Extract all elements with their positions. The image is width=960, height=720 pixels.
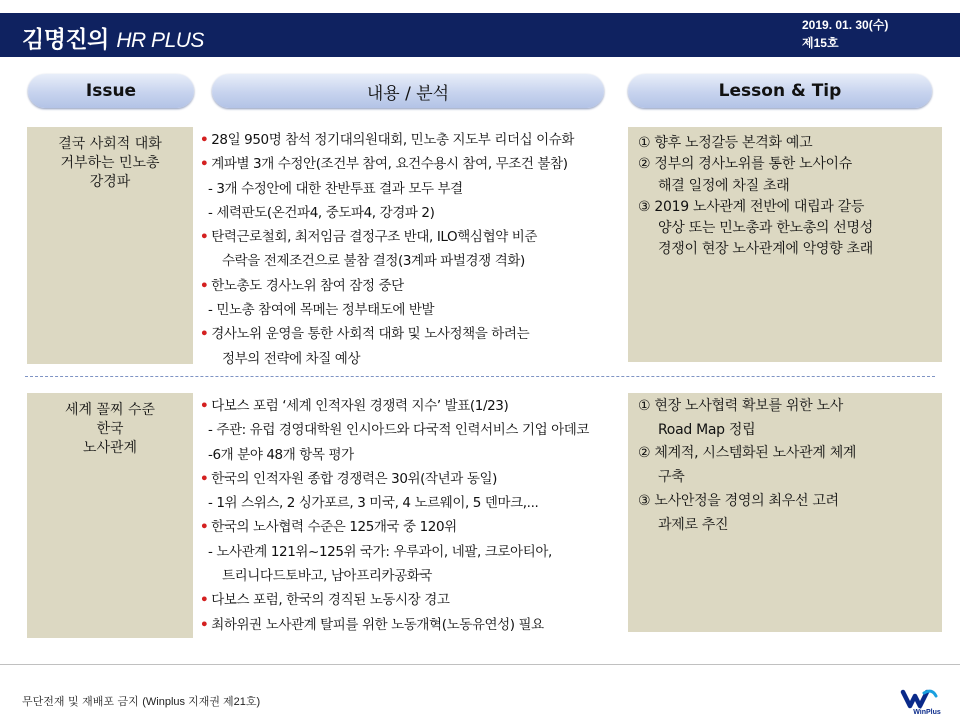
content-line [200,152,628,176]
issue-line: 결국 사회적 대화 [58,136,162,152]
lesson-line: ③ 노사안정을 경영의 최우선 고려 [638,492,839,509]
content-text: 정부의 전략에 차질 예상 [222,350,361,367]
lesson-line: ③ 2019 노사관계 전반에 대립과 갈등 [638,198,865,215]
issue-line: 강경파 [89,174,131,190]
bullet-icon: • [200,326,209,343]
content-line [200,443,628,467]
content-text: 최하위권 노사관계 탈피를 위한 노동개혁(노동유연성) 필요 [211,616,544,633]
content-text: - 세력판도(온건파4, 중도파4, 강경파 2) [208,204,435,221]
lesson-line: ② 체계적, 시스템화된 노사관계 체계 [638,445,857,462]
lesson-line: 양상 또는 민노총과 한노총의 선명성 [658,220,873,237]
content-text: 한국의 인적자원 종합 경쟁력은 30위(작년과 동일) [211,470,497,487]
lesson-line: ① 향후 노정갈등 본격화 예고 [638,135,813,151]
column-header-lesson: Lesson & Tip [628,74,932,108]
footer-notice: 무단전재 및 재배포 금지 [22,695,139,708]
column-header-issue: Issue [28,74,194,108]
content-text: 28일 950명 참석 정기대의원대회, 민노총 지도부 리더십 이슈화 [211,132,575,148]
content-line [200,274,628,298]
footer-copyright: (Winplus 지재권 제21호) [142,696,261,708]
lesson-box-2 [628,393,942,632]
content-line [200,225,628,249]
issue-line: 노사관계 [82,440,138,456]
issue-line: 거부하는 민노총 [60,155,160,171]
bullet-icon: • [200,519,209,536]
lesson-line: ② 정부의 경사노위를 통한 노사이슈 [638,156,852,173]
content-text: 경사노위 운영을 통한 사회적 대화 및 노사정책을 하려는 [211,326,530,343]
content-line [200,347,628,371]
content-line [200,298,628,322]
content-text: - 주관: 유럽 경영대학원 인시아드와 다국적 인력서비스 기업 아데코 [208,422,590,439]
logo-text: WinPlus [913,709,941,716]
content-text: - 노사관계 121위~125위 국가: 우루과이, 네팔, 크로아티아, [208,543,552,560]
bullet-icon: • [200,398,209,414]
content-text: 트리니다드토바고, 남아프리카공화국 [222,568,433,585]
winplus-logo [900,688,954,716]
column-header-content: 내용 / 분석 [212,74,604,108]
title-sub: HR PLUS [116,29,204,52]
bullet-icon: • [200,277,209,294]
content-line [200,128,628,152]
content-line [200,467,628,491]
content-line [200,177,628,201]
bullet-icon: • [200,156,209,173]
footer-divider [0,664,960,665]
lesson-line: 과제로 추진 [658,516,729,533]
content-text: 한노총도 경사노위 참여 잠정 중단 [211,277,404,294]
content-line [200,394,628,418]
content-text: 다보스 포럼, 한국의 경직된 노동시장 경고 [211,592,450,609]
content-text: - 1위 스위스, 2 싱가포르, 3 미국, 4 노르웨이, 5 덴마크,... [208,495,539,512]
lesson-line: Road Map 정립 [658,421,756,438]
content-line [200,588,628,612]
content-line [200,418,628,442]
issue-line: 세계 꼴찌 수준 [64,402,156,418]
content-text: 한국의 노사협력 수준은 125개국 중 120위 [211,519,457,536]
content-line [200,515,628,539]
content-text: -6개 분야 48개 항목 평가 [208,446,354,463]
content-text: 탄력근로철회, 최저임금 결정구조 반대, ILO핵심협약 비준 [211,229,538,246]
content-text: - 3개 수정안에 대한 찬반투표 결과 모두 부결 [208,180,463,197]
lesson-box-1 [628,127,942,362]
issue-line: 한국 [96,421,124,437]
content-line [200,613,628,637]
content-text: 수락을 전제조건으로 불참 결정(3계파 파벌경쟁 격화) [222,253,525,270]
content-block-1 [200,128,628,372]
issue-box-2 [27,393,193,638]
publish-date: 2019. 01. 30(수) [802,18,889,32]
content-text: - 민노총 참여에 목메는 정부태도에 반발 [208,302,435,319]
lesson-line: 경쟁이 현장 노사관계에 악영향 초래 [658,241,873,258]
bullet-icon: • [200,616,209,633]
content-line [200,201,628,225]
section-divider [25,376,935,377]
footer [22,693,260,709]
lesson-line: 해결 일정에 차질 초래 [658,177,790,194]
issue-box-1 [27,127,193,364]
content-block-2 [200,394,628,638]
title-main: 김명진의 [22,27,109,53]
page-title [22,21,204,54]
lesson-line: ① 현장 노사협력 확보를 위한 노사 [638,398,843,414]
content-line [200,540,628,564]
bullet-icon: • [200,470,209,487]
lesson-line: 구축 [658,469,685,486]
bullet-icon: • [200,132,209,148]
bullet-icon: • [200,229,209,246]
content-text: 다보스 포럼 ‘세계 인적자원 경쟁력 지수’ 발표(1/23) [211,398,509,414]
bullet-icon: • [200,592,209,609]
content-line [200,491,628,515]
issue-number: 제15호 [802,36,839,50]
content-line [200,249,628,273]
content-text: 계파별 3개 수정안(조건부 참여, 요건수용시 참여, 무조건 불참) [211,156,568,173]
header-bar [0,13,960,57]
content-line [200,322,628,346]
content-line [200,564,628,588]
